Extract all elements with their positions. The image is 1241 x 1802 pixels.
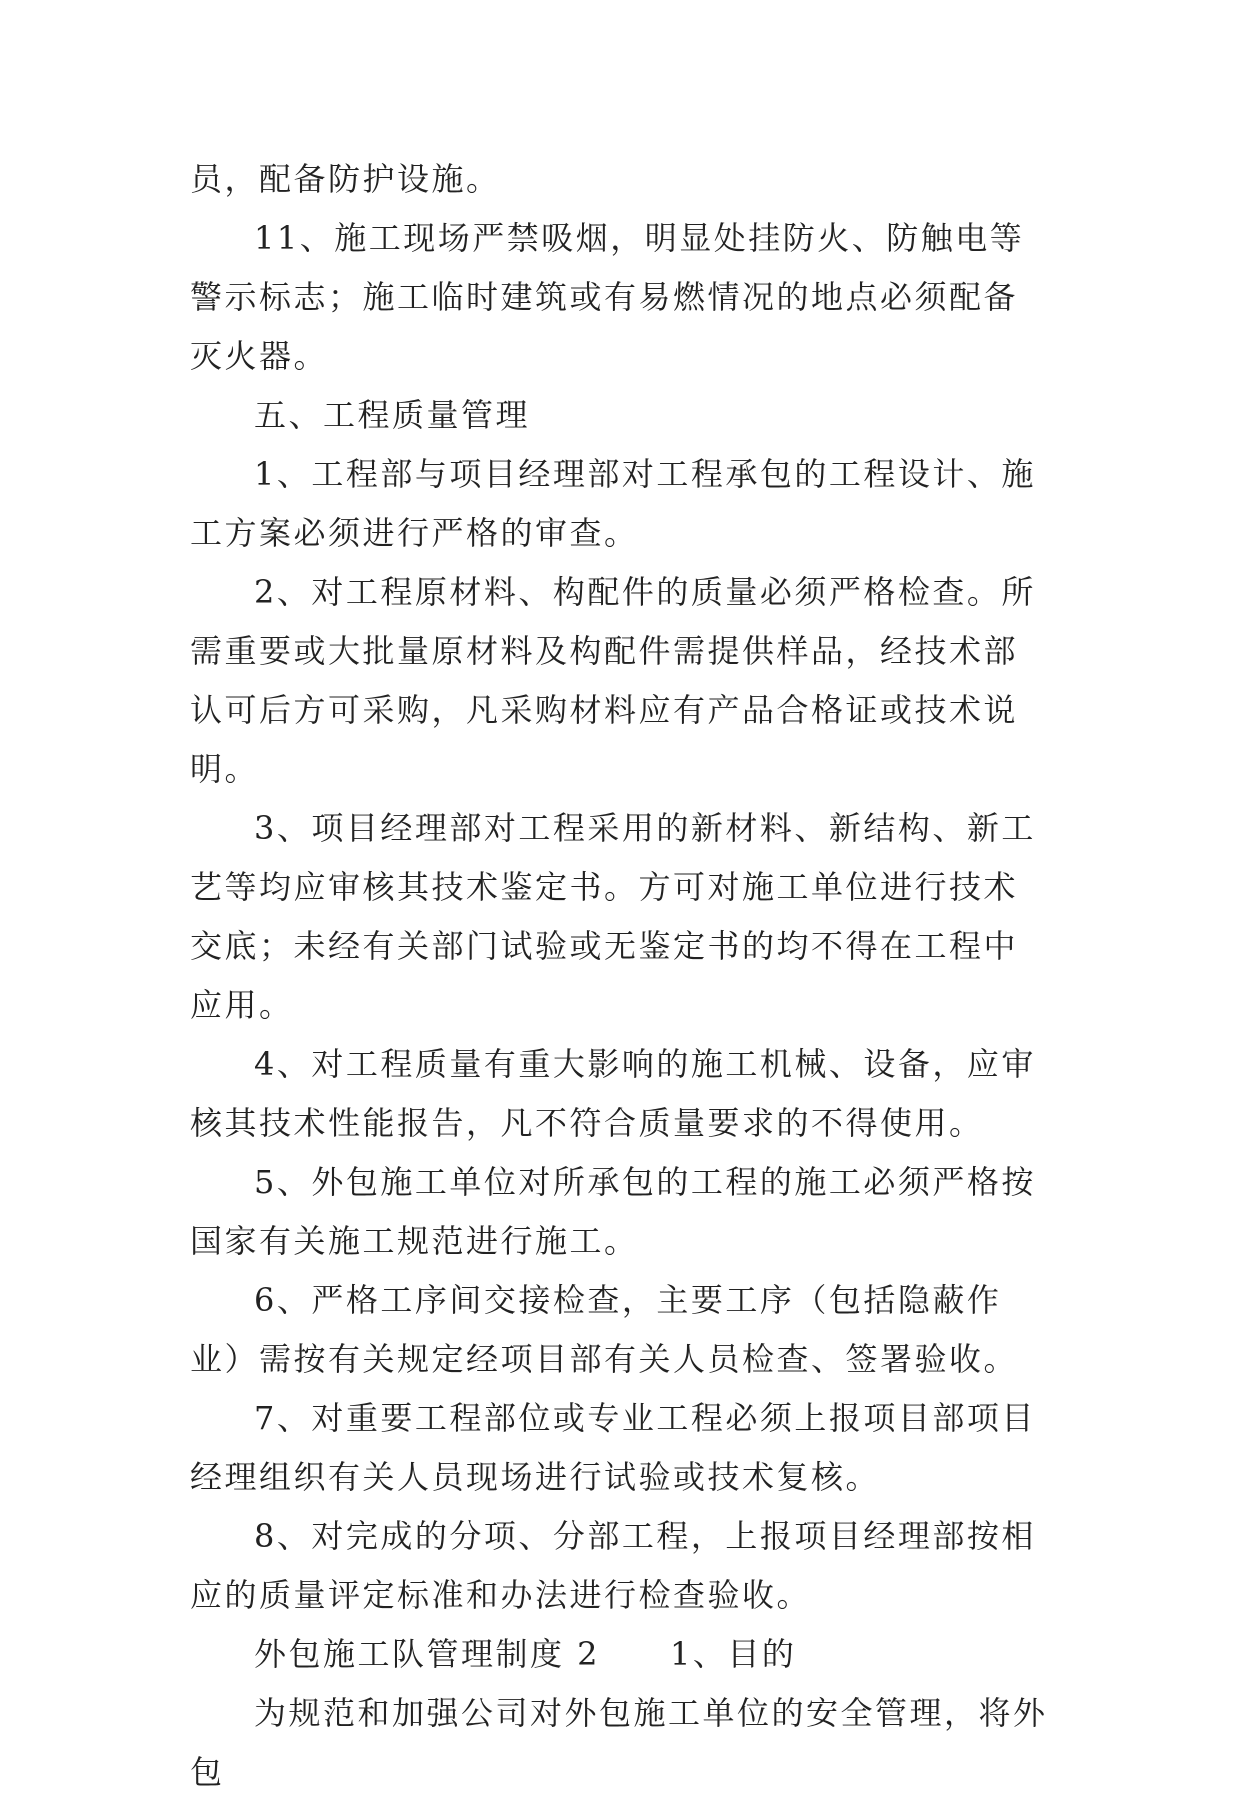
paragraph: 员，配备防护设施。 xyxy=(190,160,501,198)
paragraph: 7、对重要工程部位或专业工程必须上报项目部项目经理组织有关人员现场进行试验或技术复核。 xyxy=(190,1399,1036,1496)
paragraph: 4、对工程质量有重大影响的施工机械、设备，应审核其技术性能报告，凡不符合质量要求的不得使用。 xyxy=(190,1045,1036,1142)
paragraph: 8、对完成的分项、分部工程，上报项目经理部按相应的质量评定标准和办法进行检查验收。 xyxy=(190,1517,1036,1614)
paragraph: 1、工程部与项目经理部对工程承包的工程设计、施工方案必须进行严格的审查。 xyxy=(190,455,1036,552)
section-heading: 五、工程质量管理 xyxy=(254,396,531,434)
paragraph: 2、对工程原材料、构配件的质量必须严格检查。所需重要或大批量原材料及构配件需提供样品，经技术部认可后方可采购，凡采购材料应有产品合格证或技术说明。 xyxy=(190,573,1036,788)
paragraph: 5、外包施工单位对所承包的工程的施工必须严格按国家有关施工规范进行施工。 xyxy=(190,1163,1036,1260)
paragraph: 6、严格工序间交接检查，主要工序（包括隐蔽作业）需按有关规定经项目部有关人员检查、签署验收。 xyxy=(190,1281,1019,1378)
paragraph: 11、施工现场严禁吸烟，明显处挂防火、防触电等警示标志；施工临时建筑或有易燃情况的地点必须配备灭火器。 xyxy=(190,219,1025,375)
document-body xyxy=(190,150,1050,1802)
document-title-line xyxy=(190,1625,1050,1684)
section-number: 1、目的 xyxy=(670,1635,797,1673)
paragraph: 为规范和加强公司对外包施工单位的安全管理，将外包 xyxy=(190,1694,1048,1791)
document-title: 外包施工队管理制度 2 xyxy=(254,1635,601,1673)
paragraph: 3、项目经理部对工程采用的新材料、新结构、新工艺等均应审核其技术鉴定书。方可对施工单位进行技术交底；未经有关部门试验或无鉴定书的均不得在工程中应用。 xyxy=(190,809,1036,1024)
